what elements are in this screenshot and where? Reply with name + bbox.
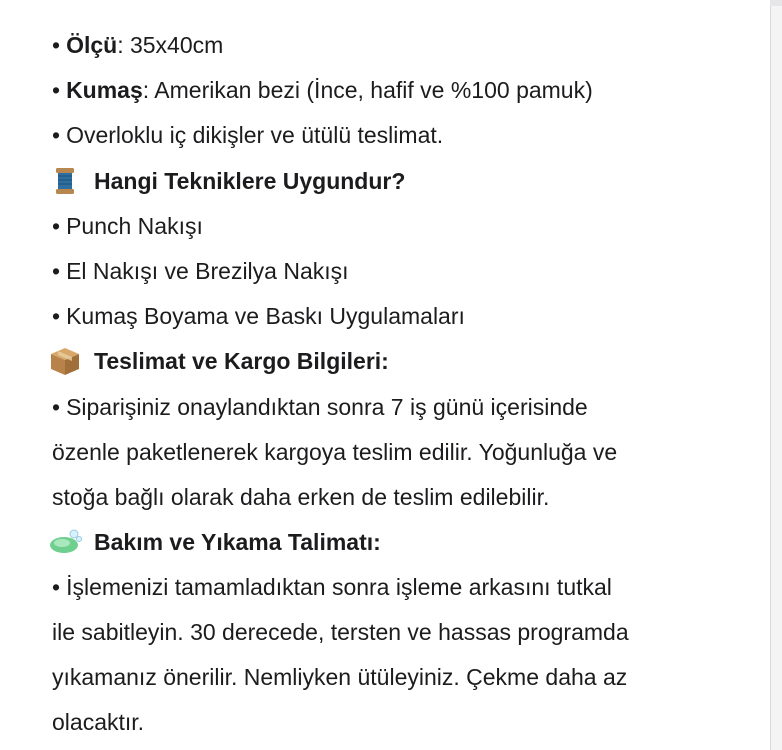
shipping-text: Siparişiniz onaylandıktan sonra 7 iş günü içerisinde [66,394,588,420]
bullet: • [52,32,61,58]
bullet: • [52,394,61,420]
care-heading [48,527,381,557]
shipping-text-line [52,392,588,422]
care-text-line [52,617,629,647]
technique-item: Punch Nakışı [66,213,203,239]
bullet: • [52,213,61,239]
bullet: • [52,574,61,600]
seams-text: Overloklu iç dikişler ve ütülü teslimat. [66,122,444,148]
care-text-line [52,662,627,692]
bullet: • [52,258,61,284]
fabric-label: Kumaş [66,77,143,103]
shipping-text: stoğa bağlı olarak daha erken de teslim edilebilir. [52,484,550,510]
care-text: ile sabitleyin. 30 derecede, tersten ve hassas programda [52,619,629,645]
technique-item: El Nakışı ve Brezilya Nakışı [66,258,349,284]
shipping-text-line [52,482,549,512]
thread-spool-icon [48,166,82,196]
package-icon [48,346,82,376]
bullet: • [52,303,61,329]
shipping-heading [48,346,389,376]
care-text: İşlemenizi tamamladıktan sonra işleme arkasını tutkal [66,574,612,600]
size-line [52,30,223,60]
list-item [52,301,465,331]
fabric-line [52,75,593,105]
care-text: yıkamanız önerilir. Nemliyken ütüleyiniz. Çekme daha az [52,664,628,690]
list-item [52,211,203,241]
soap-icon [48,527,82,557]
right-edge-panel [770,0,782,750]
bullet: • [52,122,61,148]
shipping-title: Teslimat ve Kargo Bilgileri: [94,348,389,374]
care-text: olacaktır. [52,709,145,735]
techniques-heading [48,166,405,196]
techniques-title: Hangi Tekniklere Uygundur? [94,168,406,194]
shipping-text: özenle paketlenerek kargoya teslim edilir. Yoğunluğa ve [52,439,618,465]
seams-line [52,120,443,150]
bullet: • [52,77,61,103]
care-text-line [52,707,144,737]
fabric-value: : Amerikan bezi (İnce, hafif ve %100 pamuk) [142,77,593,103]
technique-item: Kumaş Boyama ve Baskı Uygulamaları [66,303,465,329]
care-text-line [52,572,612,602]
list-item [52,256,349,286]
right-edge-marker [770,0,782,6]
size-label: Ölçü [66,32,118,58]
size-value: : 35x40cm [117,32,224,58]
shipping-text-line [52,437,617,467]
care-title: Bakım ve Yıkama Talimatı: [94,529,381,555]
